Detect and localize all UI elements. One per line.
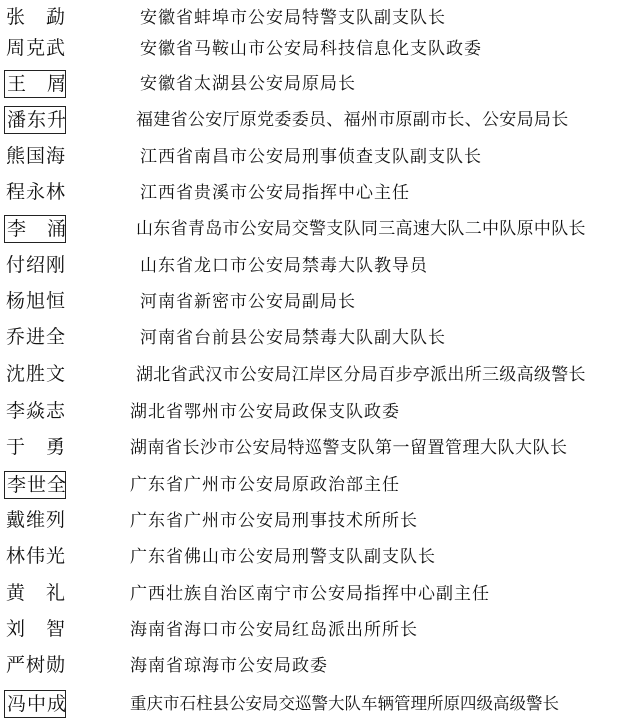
person-name: 李焱志 [6, 400, 67, 422]
person-title: 江西省南昌市公安局刑事侦查支队副支队长 [140, 147, 482, 167]
person-name: 乔进全 [6, 326, 67, 348]
person-title: 广东省广州市公安局原政治部主任 [130, 475, 400, 495]
person-name: 杨旭恒 [6, 290, 67, 312]
list-item [0, 503, 640, 539]
person-title: 安徽省马鞍山市公安局科技信息化支队政委 [140, 39, 482, 59]
person-title: 重庆市石柱县公安局交巡警大队车辆管理所原四级高级警长 [130, 694, 559, 713]
person-title: 海南省海口市公安局红岛派出所所长 [130, 620, 418, 640]
person-name: 严树勋 [6, 654, 67, 676]
list-item [0, 320, 640, 356]
person-name: 于 勇 [6, 436, 67, 458]
list-item [0, 102, 640, 138]
person-title: 湖北省鄂州市公安局政保支队政委 [130, 402, 400, 422]
list-item [0, 248, 640, 284]
person-name-boxed: 李世全 [4, 471, 66, 499]
list-item [0, 612, 640, 648]
list-item [0, 467, 640, 503]
person-title: 广西壮族自治区南宁市公安局指挥中心副主任 [130, 584, 490, 604]
person-name: 刘 智 [6, 618, 67, 640]
person-name: 熊国海 [6, 145, 67, 167]
person-title: 湖南省长沙市公安局特巡警支队第一留置管理大队大队长 [130, 438, 568, 458]
person-name: 张 勐 [6, 6, 67, 28]
list-item [0, 539, 640, 575]
list-item [0, 648, 640, 684]
person-title: 山东省青岛市公安局交警支队同三高速大队二中队原中队长 [136, 219, 586, 239]
person-name-boxed: 李 涌 [4, 215, 66, 243]
list-item [0, 139, 640, 175]
list-item [0, 66, 640, 102]
person-name-boxed: 王 屑 [4, 70, 66, 98]
person-title: 安徽省蚌埠市公安局特警支队副支队长 [140, 8, 446, 28]
person-title: 河南省新密市公安局副局长 [140, 292, 356, 312]
person-name: 林伟光 [6, 545, 67, 567]
person-name: 戴维列 [6, 509, 67, 531]
list-item [0, 175, 640, 211]
person-name: 黄 礼 [6, 582, 67, 604]
person-name: 沈胜文 [6, 363, 67, 385]
list-item [0, 357, 640, 393]
person-name: 程永林 [6, 181, 67, 203]
person-title: 江西省贵溪市公安局指挥中心主任 [140, 183, 410, 203]
person-name-boxed: 冯中成 [4, 690, 66, 718]
list-item [0, 211, 640, 247]
person-name: 周克武 [6, 37, 67, 59]
person-title: 山东省龙口市公安局禁毒大队教导员 [140, 256, 428, 276]
person-name-boxed: 潘东升 [4, 106, 66, 134]
list-item [0, 31, 640, 67]
list-item [0, 284, 640, 320]
person-title: 湖北省武汉市公安局江岸区分局百步亭派出所三级高级警长 [136, 365, 586, 385]
person-title: 海南省琼海市公安局政委 [130, 656, 328, 676]
list-item [0, 576, 640, 612]
person-title: 广东省佛山市公安局刑警支队副支队长 [130, 547, 436, 567]
list-item [0, 430, 640, 466]
person-title: 河南省台前县公安局禁毒大队副大队长 [140, 328, 446, 348]
person-title: 安徽省太湖县公安局原局长 [140, 74, 356, 94]
person-name: 付绍刚 [6, 254, 67, 276]
person-title: 福建省公安厅原党委委员、福州市原副市长、公安局局长 [136, 110, 569, 130]
list-item [0, 686, 640, 722]
person-title: 广东省广州市公安局刑事技术所所长 [130, 511, 418, 531]
list-item [0, 394, 640, 430]
